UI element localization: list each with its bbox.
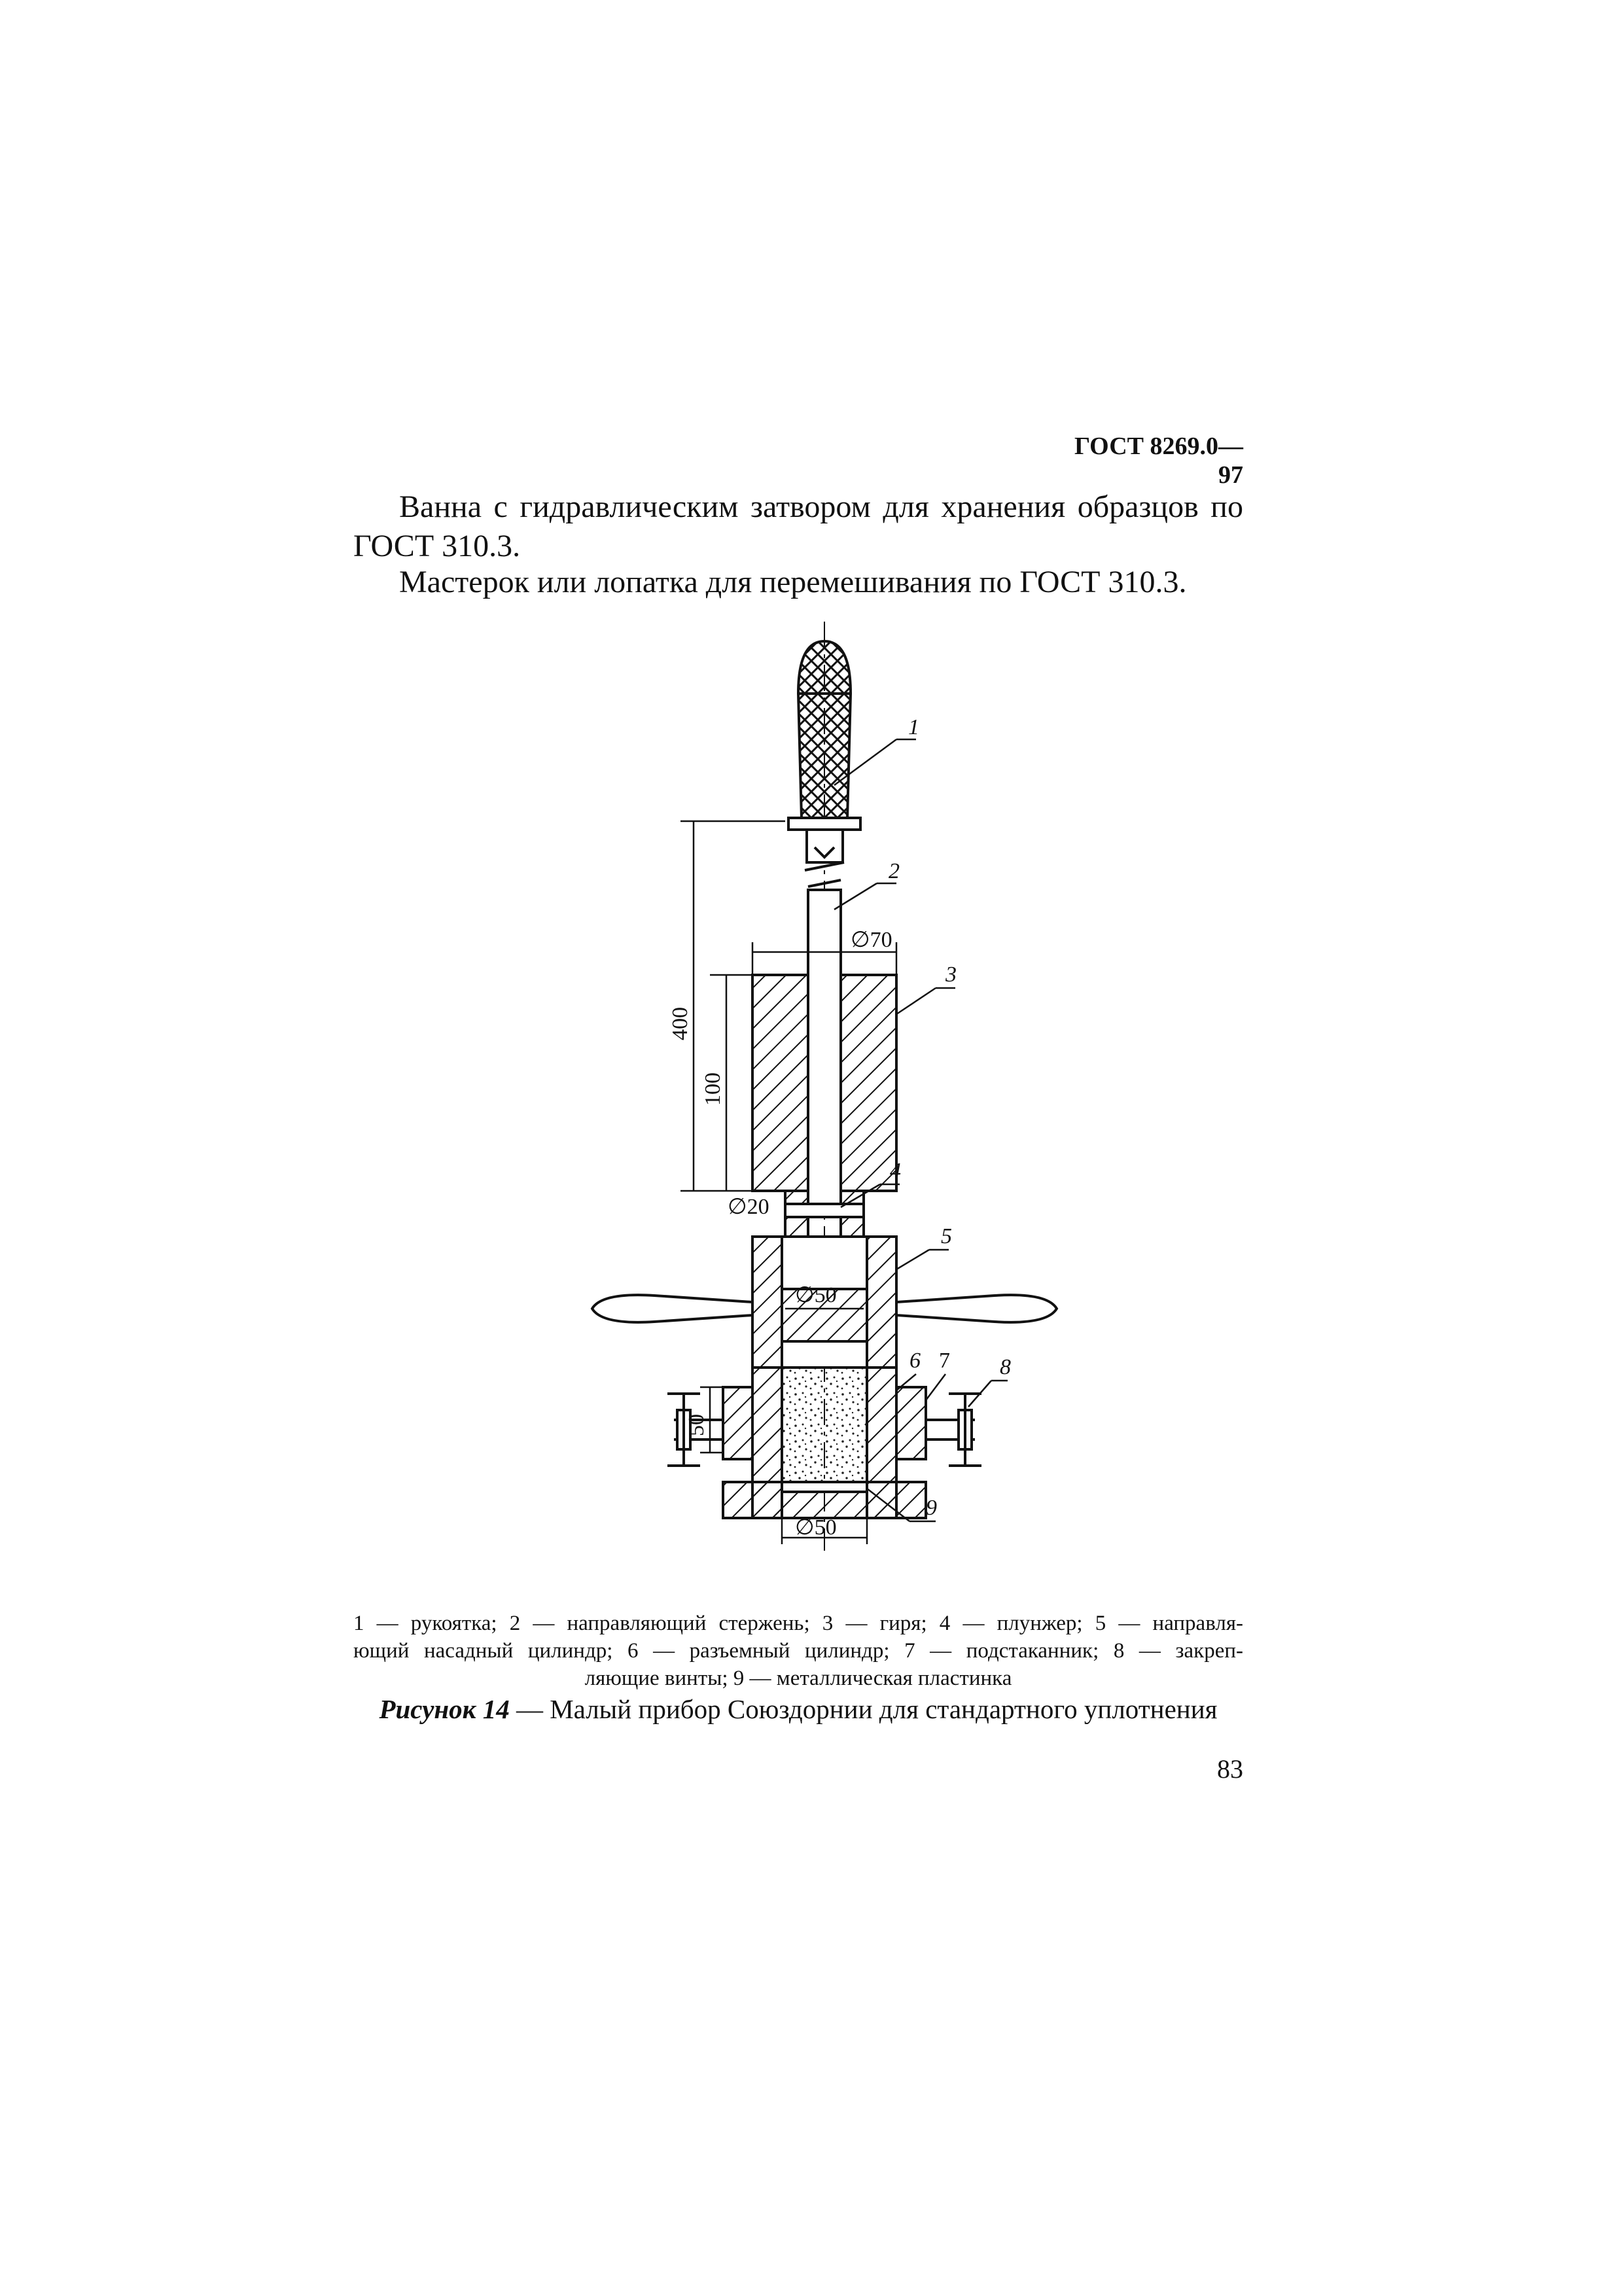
- figure-legend: [353, 1610, 1243, 1692]
- guide-rod: [808, 890, 841, 1204]
- device-drawing: [589, 622, 1073, 1557]
- callout-9: 9: [926, 1496, 937, 1520]
- figure-caption: [353, 1693, 1243, 1725]
- callout-6: 6: [909, 1349, 921, 1373]
- callout-1: 1: [908, 715, 919, 739]
- document-code: ГОСТ 8269.0—97: [1074, 433, 1243, 489]
- handle-grip: [798, 641, 851, 818]
- weight-left: [752, 975, 808, 1191]
- paragraph-trowel: Мастерок или лопатка для перемешивания по ГОСТ 310.3.: [399, 565, 1187, 599]
- side-handle-left: [592, 1295, 752, 1322]
- soil-sample: [782, 1368, 867, 1482]
- dim-d50-bottom: ∅50: [795, 1515, 837, 1540]
- fixing-screw-right: [926, 1394, 981, 1466]
- plunger: [785, 1204, 864, 1217]
- weight-right: [841, 975, 896, 1191]
- callout-5: 5: [941, 1224, 952, 1248]
- handle-collar: [788, 818, 860, 830]
- figure-caption-text: — Малый прибор Союздорнии для стандартного уплотнения: [509, 1694, 1218, 1724]
- page-number: 83: [1217, 1754, 1243, 1784]
- callout-8: 8: [1000, 1355, 1011, 1379]
- callout-7: 7: [939, 1349, 950, 1373]
- callout-2: 2: [889, 859, 900, 883]
- legend-line-2: ющий насадный цилиндр; 6 — разъемный цилиндр; 7 — подстаканник; 8 — закреп-: [353, 1639, 1243, 1663]
- dim-d50-top: ∅50: [795, 1283, 837, 1307]
- holder-right: [896, 1387, 926, 1459]
- holder-left: [723, 1387, 752, 1459]
- dim-400: 400: [668, 1007, 692, 1040]
- dim-50: 50: [684, 1414, 709, 1436]
- legend-line-1: 1 — рукоятка; 2 — направляющий стержень; 3 — гиря; 4 — плунжер; 5 — направля-: [353, 1612, 1243, 1635]
- dim-100: 100: [701, 1072, 725, 1106]
- paragraph-bath-line-2: ГОСТ 310.3.: [353, 529, 521, 563]
- callout-4: 4: [890, 1159, 901, 1183]
- dim-d20: ∅20: [728, 1195, 769, 1219]
- figure-caption-label: Рисунок 14: [379, 1694, 510, 1724]
- metal-plate: [782, 1482, 867, 1492]
- figure-compaction-device: [589, 622, 1073, 1557]
- callout-3: 3: [945, 963, 957, 987]
- side-handle-right: [896, 1295, 1057, 1322]
- legend-line-3: ляющие винты; 9 — металлическая пластинка: [584, 1667, 1012, 1690]
- paragraph-bath-line-1: Ванна с гидравлическим затвором для хранения образцов по: [399, 489, 1243, 524]
- paragraph-bath: [353, 487, 1243, 566]
- dim-d70: ∅70: [851, 928, 892, 952]
